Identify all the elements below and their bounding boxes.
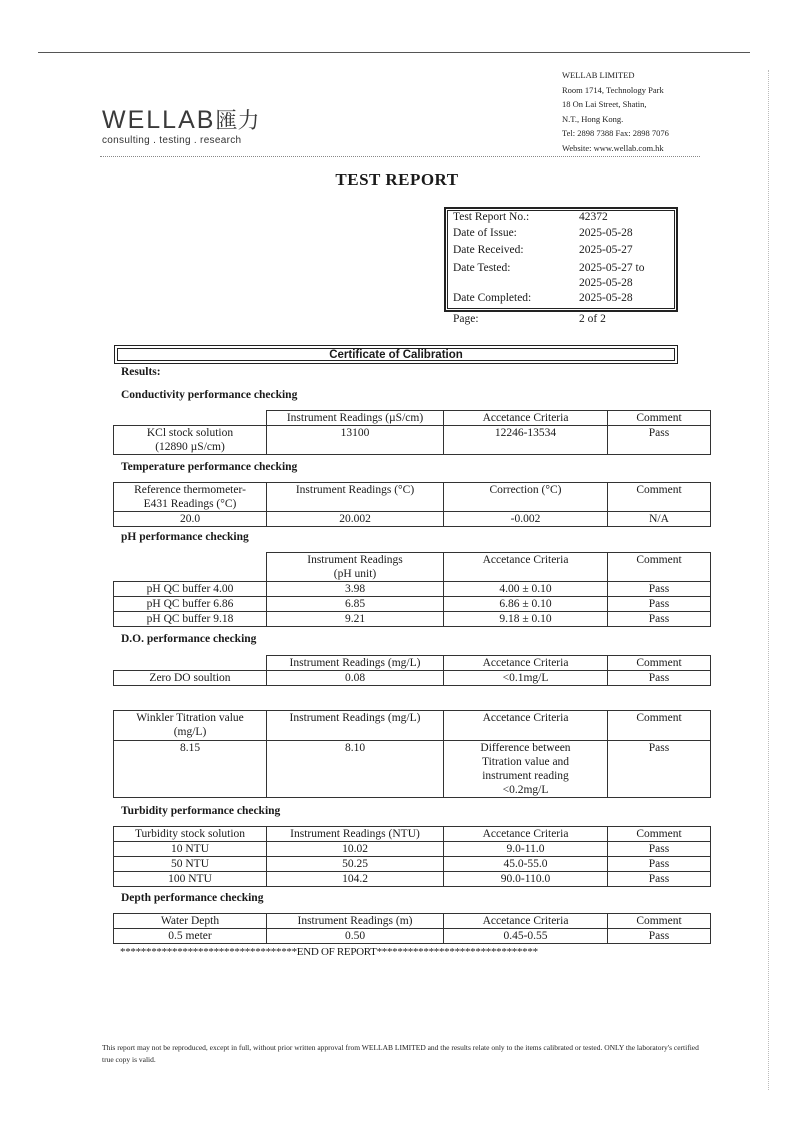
header-cell: Turbidity stock solution [114,827,267,842]
header-cell: Accetance Criteria [444,656,608,671]
header-cell: Water Depth [114,914,267,929]
header-cell: Accetance Criteria [444,827,608,842]
table-cell: 10.02 [267,842,444,857]
section-title: Depth performance checking [121,892,264,904]
header-cell: Comment [608,827,711,842]
table-header-row [114,827,711,842]
table-cell: Pass [608,857,711,872]
temperature-table [113,482,711,527]
cell-line: KCl stock solution [146,427,234,439]
table-cell: Pass [608,929,711,944]
table-cell [114,426,267,455]
table-cell: 90.0-110.0 [444,872,608,887]
info-value: 2025-05-28 [579,277,633,289]
scan-edge [768,70,769,1090]
table-row [114,582,711,597]
header-cell: Comment [608,656,711,671]
page-label: Page: [453,313,479,325]
table-cell: 9.21 [267,612,444,627]
info-label: Date Tested: [453,262,511,274]
header-cell: Comment [608,711,711,741]
table-cell: pH QC buffer 6.86 [114,597,267,612]
address-line: Room 1714, Technology Park [562,84,664,95]
table-cell: 100 NTU [114,872,267,887]
address-line: WELLAB LIMITED [562,70,635,80]
table-row [114,512,711,527]
table-cell: Pass [608,842,711,857]
table-cell: 10 NTU [114,842,267,857]
cell-line: instrument reading [482,770,569,782]
cell-line: Titration value and [481,756,570,768]
table-row [114,671,711,686]
header-cell [267,553,444,582]
table-cell: 4.00 ± 0.10 [444,582,608,597]
info-value: 2025-05-27 to [579,262,645,274]
ph-table [113,552,711,627]
table-cell: 45.0-55.0 [444,857,608,872]
company-logo [102,104,259,135]
info-label: Date of Issue: [453,227,517,239]
table-row [114,741,711,798]
address-line: Tel: 2898 7388 Fax: 2898 7076 [562,128,669,138]
info-value: 2025-05-28 [579,292,633,304]
info-value: 2025-05-28 [579,227,633,239]
header-cell: Accetance Criteria [444,711,608,741]
table-row [114,929,711,944]
table-cell: 6.85 [267,597,444,612]
table-cell: 9.18 ± 0.10 [444,612,608,627]
table-cell: Pass [608,426,711,455]
table-cell: pH QC buffer 4.00 [114,582,267,597]
info-value: 42372 [579,211,608,223]
info-label: Test Report No.: [453,211,530,223]
address-line: Website: www.wellab.com.hk [562,142,664,153]
table-cell: Pass [608,872,711,887]
header-cell: Correction (°C) [444,483,608,512]
info-label: Date Completed: [453,292,532,304]
cell-line: Difference between [480,742,571,754]
info-label: Date Received: [453,244,524,256]
cell-line: Instrument Readings [307,554,403,566]
table-header-row [114,483,711,512]
table-row [114,612,711,627]
end-of-report: **********************************END OF REPORT******************************* [120,946,538,958]
footer-disclaimer: This report may not be reproduced, except in full, without prior written approval from WELLAB LIMITED and the results relate only to the items calibrated or tested. ONLY the laboratory's certified true copy is valid. [102,1043,699,1064]
cell-line: <0.2mg/L [502,784,549,796]
table-cell: 0.08 [267,671,444,686]
cell-line: (12890 µS/cm) [155,441,225,453]
table-cell: 6.86 ± 0.10 [444,597,608,612]
header-cell: Comment [608,914,711,929]
do-table [113,655,711,686]
header-divider [100,156,700,157]
header-cell: Comment [608,411,711,426]
table-row [114,426,711,455]
section-title: D.O. performance checking [121,633,257,645]
table-cell: 20.0 [114,512,267,527]
table-cell: 8.15 [114,741,267,798]
table-cell: 50 NTU [114,857,267,872]
cell-line: Reference thermometer- [134,484,246,496]
table-row [114,872,711,887]
table-row [114,857,711,872]
header-cell: Instrument Readings (NTU) [267,827,444,842]
table-cell: 8.10 [267,741,444,798]
table-cell: Pass [608,582,711,597]
top-rule [38,52,750,53]
table-cell: 0.45-0.55 [444,929,608,944]
table-cell: Pass [608,612,711,627]
table-cell: Pass [608,597,711,612]
header-cell: Comment [608,483,711,512]
header-cell [114,656,267,671]
company-tagline: consulting . testing . research [102,135,242,146]
table-header-row [114,914,711,929]
cell-line: (mg/L) [173,726,207,738]
table-cell: -0.002 [444,512,608,527]
section-title: pH performance checking [121,531,249,543]
header-cell: Instrument Readings (mg/L) [267,711,444,741]
page-value: 2 of 2 [579,313,606,325]
turbidity-table [113,826,711,887]
header-cell [114,553,267,582]
header-cell [114,411,267,426]
certificate-title: Certificate of Calibration [114,345,678,364]
table-cell: 0.5 meter [114,929,267,944]
header-cell: Instrument Readings (mg/L) [267,656,444,671]
winkler-table [113,710,711,798]
logo-text: WELLAB [102,106,216,134]
cell-line: E431 Readings (°C) [143,498,237,510]
address-line: N.T., Hong Kong. [562,113,624,124]
header-cell: Instrument Readings (m) [267,914,444,929]
header-cell [114,483,267,512]
table-header-row [114,411,711,426]
info-value: 2025-05-27 [579,244,633,256]
cell-line: (pH unit) [333,568,377,580]
results-label: Results: [121,366,161,378]
table-cell: Zero DO soultion [114,671,267,686]
table-cell: 12246-13534 [444,426,608,455]
table-cell: pH QC buffer 9.18 [114,612,267,627]
table-cell: 13100 [267,426,444,455]
section-title: Temperature performance checking [121,461,298,473]
section-title: Conductivity performance checking [121,389,298,401]
table-cell: 0.50 [267,929,444,944]
table-row [114,842,711,857]
header-cell: Instrument Readings (°C) [267,483,444,512]
table-cell: 20.002 [267,512,444,527]
table-cell: 104.2 [267,872,444,887]
table-cell: 50.25 [267,857,444,872]
table-cell: 3.98 [267,582,444,597]
table-cell [444,741,608,798]
header-cell [114,711,267,741]
header-cell: Accetance Criteria [444,914,608,929]
header-cell: Accetance Criteria [444,553,608,582]
table-cell: Pass [608,671,711,686]
header-cell: Instrument Readings (µS/cm) [267,411,444,426]
table-cell: 9.0-11.0 [444,842,608,857]
depth-table [113,913,711,944]
logo-chinese: 匯力 [215,109,260,134]
conductivity-table [113,410,711,455]
cell-line: Winkler Titration value [136,712,244,724]
table-cell: Pass [608,741,711,798]
table-header-row [114,553,711,582]
page-title: TEST REPORT [335,170,459,189]
header-cell: Accetance Criteria [444,411,608,426]
header-cell: Comment [608,553,711,582]
address-line: 18 On Lai Street, Shatin, [562,99,647,109]
table-cell: <0.1mg/L [444,671,608,686]
table-cell: N/A [608,512,711,527]
section-title: Turbidity performance checking [121,805,281,817]
table-row [114,597,711,612]
table-header-row [114,711,711,741]
company-address [562,68,669,155]
table-header-row [114,656,711,671]
